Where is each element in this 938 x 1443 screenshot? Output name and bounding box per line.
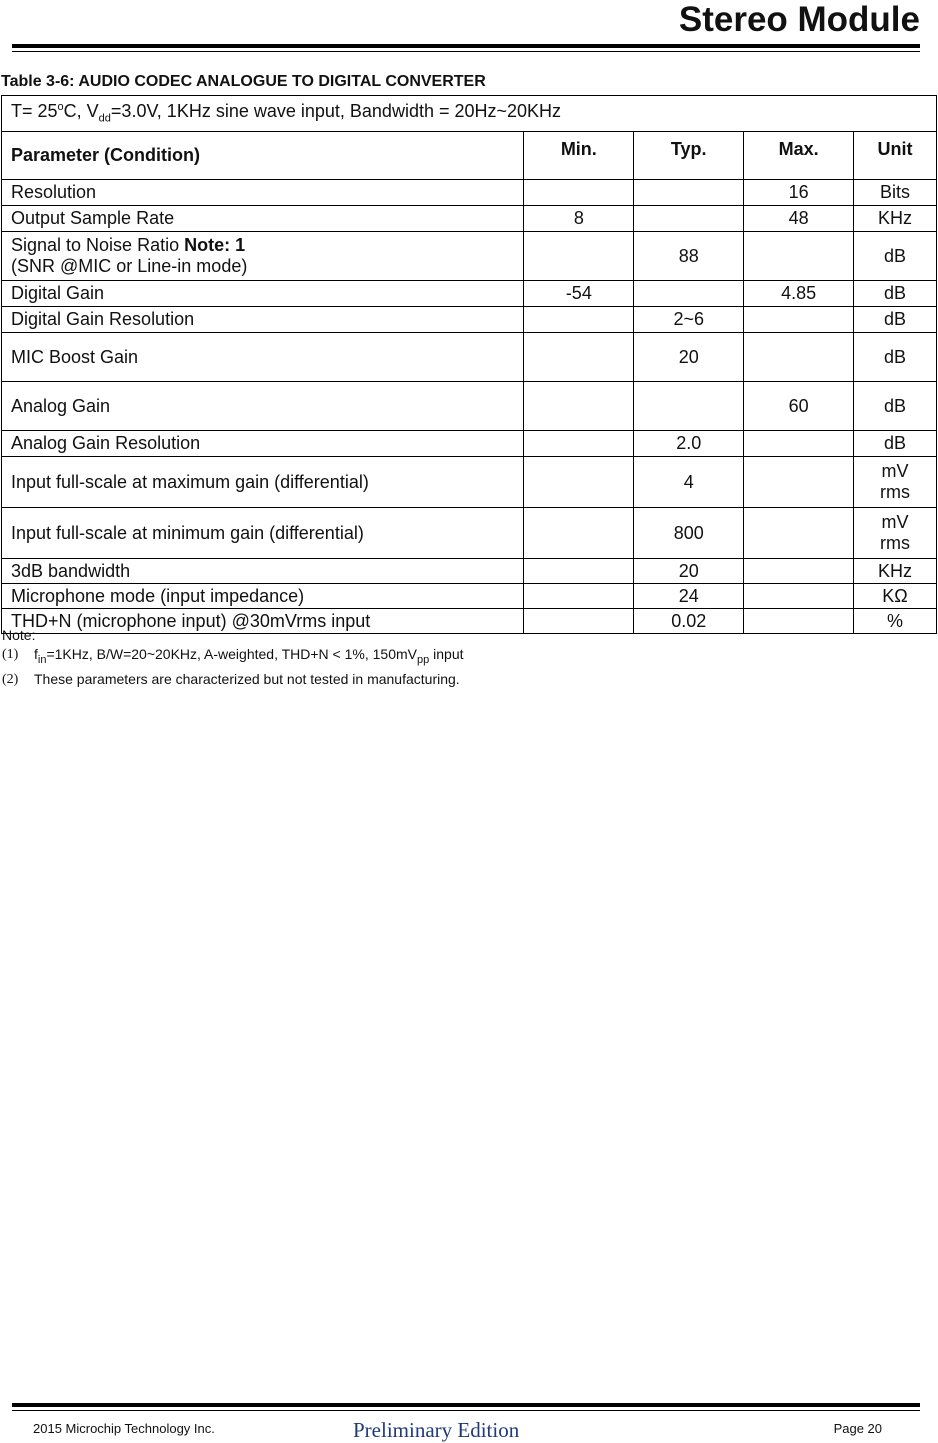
max-cell bbox=[744, 559, 854, 584]
max-cell: 60 bbox=[744, 382, 854, 431]
param-cell: Output Sample Rate bbox=[2, 206, 524, 232]
unit-cell: KHz bbox=[854, 206, 937, 232]
table-row bbox=[2, 206, 937, 232]
table-row bbox=[2, 382, 937, 431]
adc-spec-table bbox=[1, 95, 937, 634]
footer-rule-thin bbox=[12, 1410, 920, 1411]
max-cell bbox=[744, 508, 854, 559]
min-cell bbox=[524, 457, 634, 508]
unit-cell: % bbox=[854, 609, 937, 634]
param-cell: THD+N (microphone input) @30mVrms input bbox=[2, 609, 524, 634]
note-1: (1) $f_{in}=1KHz$, B/W=20~20KHz, A-weighted, THD+N < 1%, $150mV_{pp}$ input bbox=[2, 646, 464, 666]
max-cell bbox=[744, 609, 854, 634]
typ-cell: 24 bbox=[634, 584, 744, 609]
unit-cell: KHz bbox=[854, 559, 937, 584]
unit-cell: dB bbox=[854, 333, 937, 382]
param-cell: Digital Gain Resolution bbox=[2, 307, 524, 333]
table-row bbox=[2, 431, 937, 457]
table-row bbox=[2, 584, 937, 609]
max-cell bbox=[744, 431, 854, 457]
min-cell bbox=[524, 307, 634, 333]
min-cell bbox=[524, 333, 634, 382]
footer-rule-thick bbox=[12, 1403, 920, 1407]
max-cell bbox=[744, 457, 854, 508]
table-caption: Table 3-6: AUDIO CODEC ANALOGUE TO DIGITAL CONVERTER bbox=[1, 73, 486, 90]
table-row bbox=[2, 333, 937, 382]
max-cell: 16 bbox=[744, 180, 854, 206]
min-cell bbox=[524, 431, 634, 457]
header-param: Parameter (Condition) bbox=[2, 132, 524, 180]
notes-block bbox=[2, 626, 464, 689]
typ-cell bbox=[634, 382, 744, 431]
unit-cell: KΩ bbox=[854, 584, 937, 609]
unit-cell: dB bbox=[854, 281, 937, 307]
unit-cell: mV rms bbox=[854, 508, 937, 559]
typ-cell: 0.02 bbox=[634, 609, 744, 634]
param-cell: 3dB bandwidth bbox=[2, 559, 524, 584]
header-max: Max. bbox=[744, 132, 854, 180]
note-2: (2) These parameters are characterized but not tested in manufacturing. bbox=[2, 670, 460, 687]
param-cell: Digital Gain bbox=[2, 281, 524, 307]
min-cell bbox=[524, 180, 634, 206]
unit-cell: dB bbox=[854, 431, 937, 457]
max-cell: 4.85 bbox=[744, 281, 854, 307]
header-min: Min. bbox=[524, 132, 634, 180]
min-cell bbox=[524, 559, 634, 584]
min-cell bbox=[524, 508, 634, 559]
table-row bbox=[2, 508, 937, 559]
unit-cell: mV rms bbox=[854, 457, 937, 508]
table-row bbox=[2, 307, 937, 333]
footer-copyright: 2015 Microchip Technology Inc. bbox=[33, 1421, 215, 1436]
min-cell bbox=[524, 382, 634, 431]
typ-cell: 2.0 bbox=[634, 431, 744, 457]
footer-edition: Preliminary Edition bbox=[353, 1418, 520, 1442]
min-cell bbox=[524, 232, 634, 281]
header-row bbox=[2, 132, 937, 180]
param-cell: Analog Gain bbox=[2, 382, 524, 431]
unit-cell: dB bbox=[854, 232, 937, 281]
footer-page-number: Page 20 bbox=[833, 1421, 882, 1436]
param-cell: Analog Gain Resolution bbox=[2, 431, 524, 457]
min-cell: -54 bbox=[524, 281, 634, 307]
min-cell bbox=[524, 609, 634, 634]
typ-cell: 2~6 bbox=[634, 307, 744, 333]
conditions-row bbox=[2, 96, 937, 132]
max-cell bbox=[744, 333, 854, 382]
unit-cell: dB bbox=[854, 382, 937, 431]
typ-cell: 4 bbox=[634, 457, 744, 508]
table-row bbox=[2, 232, 937, 281]
max-cell: 48 bbox=[744, 206, 854, 232]
header-rule-thick bbox=[12, 44, 920, 48]
table-row bbox=[2, 281, 937, 307]
table-row bbox=[2, 180, 937, 206]
max-cell bbox=[744, 307, 854, 333]
page-header-title: Stereo Module bbox=[678, 0, 920, 39]
param-cell: Input full-scale at minimum gain (differential) bbox=[2, 508, 524, 559]
param-cell: Resolution bbox=[2, 180, 524, 206]
typ-cell bbox=[634, 281, 744, 307]
table-row bbox=[2, 457, 937, 508]
header-rule-thin bbox=[12, 51, 920, 52]
max-cell bbox=[744, 232, 854, 281]
unit-cell: dB bbox=[854, 307, 937, 333]
typ-cell: 20 bbox=[634, 559, 744, 584]
conditions-cell: $T= 25^oC$, $V_{dd}=3.0V$, 1KHz sine wave input, Bandwidth = 20Hz~20KHz bbox=[2, 96, 937, 132]
unit-cell: Bits bbox=[854, 180, 937, 206]
typ-cell: 88 bbox=[634, 232, 744, 281]
typ-cell bbox=[634, 206, 744, 232]
param-cell: Microphone mode (input impedance) bbox=[2, 584, 524, 609]
header-typ: Typ. bbox=[634, 132, 744, 180]
max-cell bbox=[744, 584, 854, 609]
typ-cell: 800 bbox=[634, 508, 744, 559]
param-cell: Signal to Noise Ratio Note: 1 (SNR @MIC or Line-in mode) bbox=[2, 232, 524, 281]
param-cell: MIC Boost Gain bbox=[2, 333, 524, 382]
typ-cell: 20 bbox=[634, 333, 744, 382]
notes-title: Note: bbox=[2, 627, 36, 643]
table-row bbox=[2, 559, 937, 584]
typ-cell bbox=[634, 180, 744, 206]
min-cell: 8 bbox=[524, 206, 634, 232]
min-cell bbox=[524, 584, 634, 609]
param-cell: Input full-scale at maximum gain (differential) bbox=[2, 457, 524, 508]
header-unit: Unit bbox=[854, 132, 937, 180]
